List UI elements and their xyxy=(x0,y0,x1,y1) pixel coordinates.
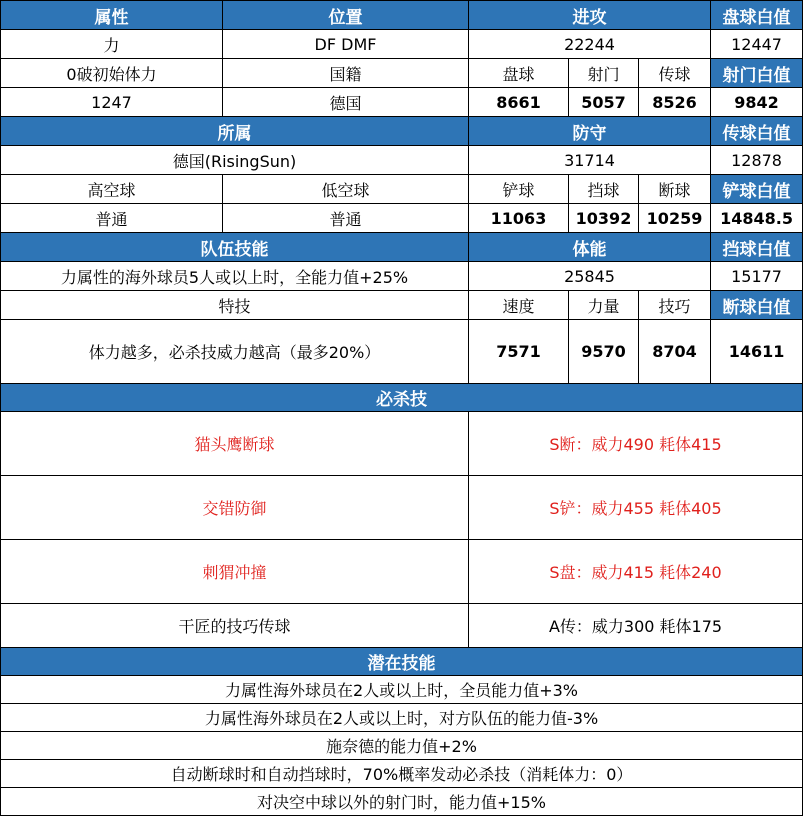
killer-move-name: 干匠的技巧传球 xyxy=(1,604,469,648)
dribble-white-value: 12447 xyxy=(711,30,803,59)
shoot-label: 射门 xyxy=(569,59,639,88)
intercept-value: 10259 xyxy=(639,204,711,233)
attack-value: 22244 xyxy=(469,30,711,59)
low-ball-label: 低空球 xyxy=(223,175,469,204)
killer-move-name: 交错防御 xyxy=(1,476,469,540)
header-intercept-white: 断球白值 xyxy=(711,291,803,320)
header-killer-moves: 必杀技 xyxy=(1,384,803,412)
intercept-label: 断球 xyxy=(639,175,711,204)
header-team-skill: 队伍技能 xyxy=(1,233,469,262)
shoot-value: 5057 xyxy=(569,88,639,117)
position-value: DF DMF xyxy=(223,30,469,59)
potential-skill-item: 对决空中球以外的射门时，能力值+15% xyxy=(1,788,803,816)
header-attribute: 属性 xyxy=(1,1,223,30)
speed-value: 7571 xyxy=(469,320,569,384)
power-label: 力量 xyxy=(569,291,639,320)
intercept-white-value: 14611 xyxy=(711,320,803,384)
pass-value: 8526 xyxy=(639,88,711,117)
high-ball-value: 普通 xyxy=(1,204,223,233)
block-value: 10392 xyxy=(569,204,639,233)
defense-value: 31714 xyxy=(469,146,711,175)
potential-skill-item: 力属性海外球员在2人或以上时，对方队伍的能力值-3% xyxy=(1,704,803,732)
block-white-value: 15177 xyxy=(711,262,803,291)
high-ball-label: 高空球 xyxy=(1,175,223,204)
block-label: 挡球 xyxy=(569,175,639,204)
header-dribble-white: 盘球白值 xyxy=(711,1,803,30)
technique-value: 8704 xyxy=(639,320,711,384)
potential-skill-item: 力属性海外球员在2人或以上时，全员能力值+3% xyxy=(1,676,803,704)
special-value: 体力越多，必杀技威力越高（最多20%） xyxy=(1,320,469,384)
potential-skill-item: 施奈德的能力值+2% xyxy=(1,732,803,760)
low-ball-value: 普通 xyxy=(223,204,469,233)
stamina-value: 25845 xyxy=(469,262,711,291)
header-affiliation: 所属 xyxy=(1,117,469,146)
nationality-value: 德国 xyxy=(223,88,469,117)
tackle-white-value: 14848.5 xyxy=(711,204,803,233)
killer-move-name: 刺猬冲撞 xyxy=(1,540,469,604)
affiliation-value: 德国(RisingSun) xyxy=(1,146,469,175)
killer-move-desc: A传：威力300 耗体175 xyxy=(469,604,803,648)
speed-label: 速度 xyxy=(469,291,569,320)
initial-stamina-value: 1247 xyxy=(1,88,223,117)
pass-white-value: 12878 xyxy=(711,146,803,175)
tackle-label: 铲球 xyxy=(469,175,569,204)
killer-move-desc: S铲：威力455 耗体405 xyxy=(469,476,803,540)
technique-label: 技巧 xyxy=(639,291,711,320)
dribble-value: 8661 xyxy=(469,88,569,117)
team-skill-value: 力属性的海外球员5人或以上时，全能力值+25% xyxy=(1,262,469,291)
initial-stamina-label: 0破初始体力 xyxy=(1,59,223,88)
attribute-value: 力 xyxy=(1,30,223,59)
header-stamina: 体能 xyxy=(469,233,711,262)
dribble-label: 盘球 xyxy=(469,59,569,88)
killer-move-desc: S断：威力490 耗体415 xyxy=(469,412,803,476)
killer-move-name: 猫头鹰断球 xyxy=(1,412,469,476)
header-block-white: 挡球白值 xyxy=(711,233,803,262)
nationality-label: 国籍 xyxy=(223,59,469,88)
header-shoot-white: 射门白值 xyxy=(711,59,803,88)
header-potential-skills: 潜在技能 xyxy=(1,648,803,676)
header-attack: 进攻 xyxy=(469,1,711,30)
shoot-white-value: 9842 xyxy=(711,88,803,117)
pass-label: 传球 xyxy=(639,59,711,88)
killer-move-desc: S盘：威力415 耗体240 xyxy=(469,540,803,604)
header-tackle-white: 铲球白值 xyxy=(711,175,803,204)
potential-skill-item: 自动断球时和自动挡球时，70%概率发动必杀技（消耗体力：0） xyxy=(1,760,803,788)
header-defense: 防守 xyxy=(469,117,711,146)
header-pass-white: 传球白值 xyxy=(711,117,803,146)
power-value: 9570 xyxy=(569,320,639,384)
tackle-value: 11063 xyxy=(469,204,569,233)
special-label: 特技 xyxy=(1,291,469,320)
header-position: 位置 xyxy=(223,1,469,30)
